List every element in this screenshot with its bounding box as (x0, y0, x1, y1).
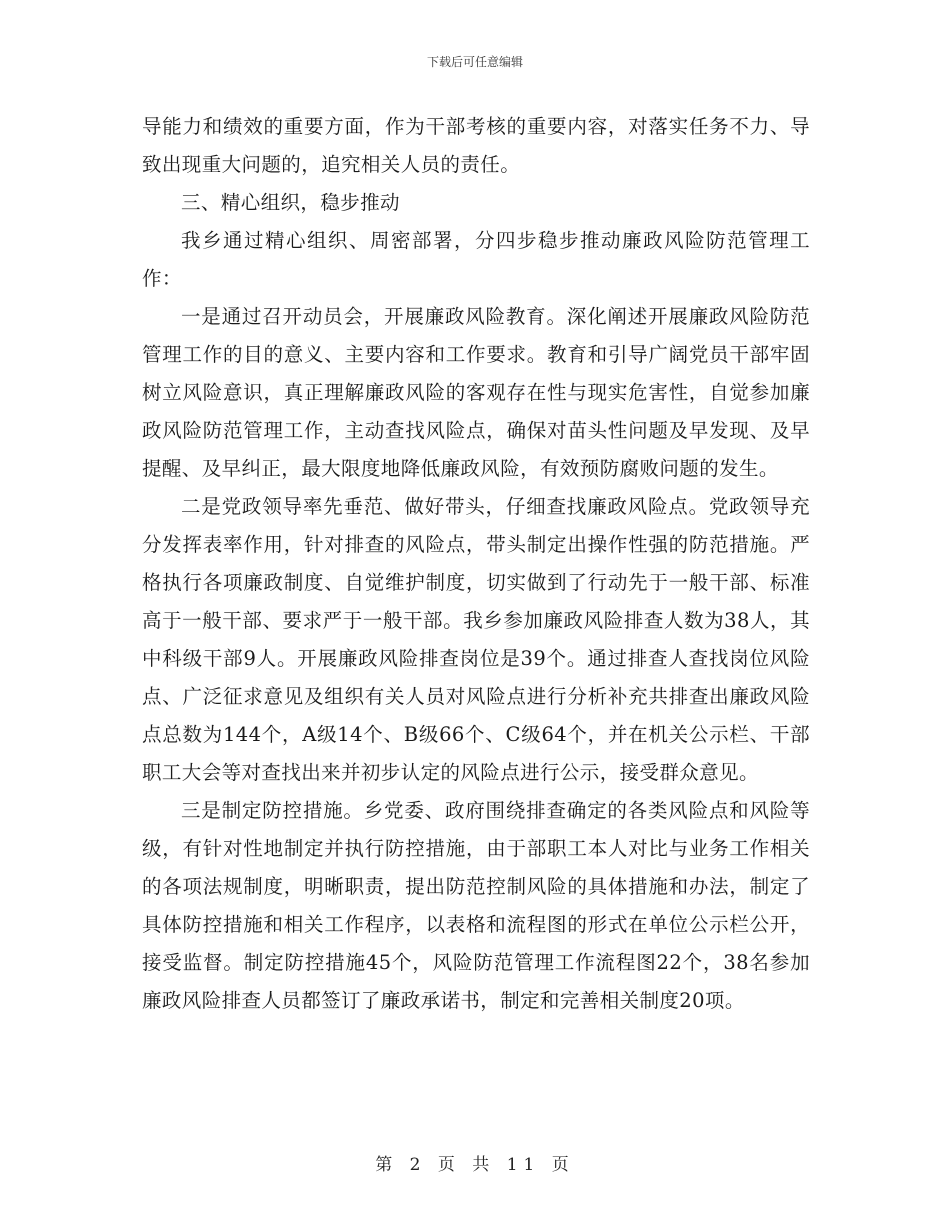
paragraph-step-three: 三是制定防控措施。乡党委、政府围绕排查确定的各类风险点和风险等级，有针对性地制定并执行防控措施，由于部职工本人对比与业务工作相关的各项法规制度，明晰职责，提出防范控制风险的具体措施和办法，制定了具体防控措施和相关工作程序，以表格和流程图的形式在单位公示栏公开，接受监督。制定防控措施45个，风险防范管理工作流程图22个，38名参加廉政风险排查人员都签订了廉政承诺书，制定和完善相关制度20项。 (142, 799, 810, 1012)
page-header-note: 下载后可任意编辑 (426, 55, 523, 69)
paragraph-intro: 我乡通过精心组织、周密部署，分四步稳步推动廉政风险防范管理工作： (142, 229, 810, 290)
page-number: 第 2 页 共 11 页 (375, 1155, 575, 1175)
section-heading: 三、精心组织，稳步推动 (181, 191, 400, 214)
paragraph-step-one: 一是通过召开动员会，开展廉政风险教育。深化阐述开展廉政风险防范管理工作的目的意义、主要内容和工作要求。教育和引导广阔党员干部牢固树立风险意识，真正理解廉政风险的客观存在性与现实危害性，自觉参加廉政风险防范管理工作，主动查找风险点，确保对苗头性问题及早发现、及早提醒、及早纠正，最大限度地降低廉政风险，有效预防腐败问题的发生。 (142, 305, 810, 480)
paragraph-continuation: 导能力和绩效的重要方面，作为干部考核的重要内容，对落实任务不力、导致出现重大问题的，追究相关人员的责任。 (142, 115, 810, 176)
document-body (142, 108, 810, 1020)
paragraph-step-two: 二是党政领导率先垂范、做好带头，仔细查找廉政风险点。党政领导充分发挥表率作用，针对排查的风险点，带头制定出操作性强的防范措施。严格执行各项廉政制度、自觉维护制度，切实做到了行动先于一般干部、标准高于一般干部、要求严于一般干部。我乡参加廉政风险排查人数为38人，其中科级干部9人。开展廉政风险排查岗位是39个。通过排查人查找岗位风险点、广泛征求意见及组织有关人员对风险点进行分析补充共排查出廉政风险点总数为144个，A级14个、B级66个、C级64个，并在机关公示栏、干部职工大会等对查找出来并初步认定的风险点进行公示，接受群众意见。 (142, 495, 810, 784)
